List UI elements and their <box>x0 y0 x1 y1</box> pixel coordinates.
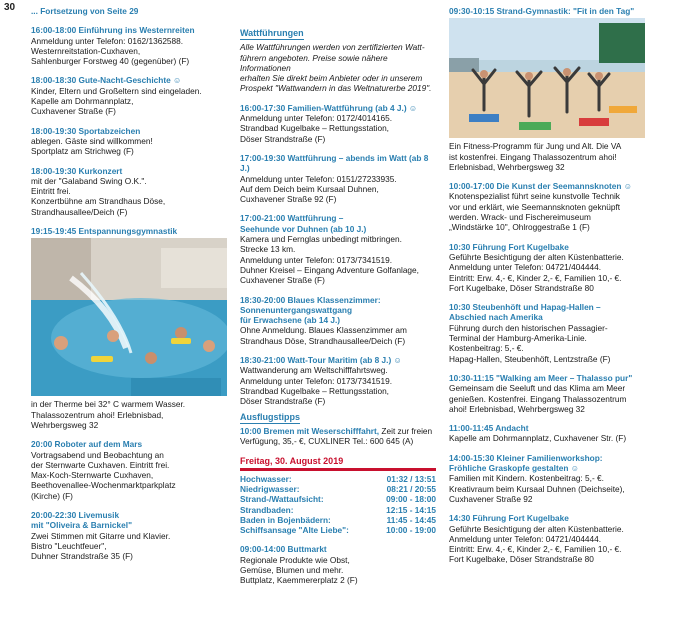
intro-text <box>240 42 436 93</box>
event-title: 18:30-21:00 Watt-Tour Maritim (ab 8 J.) ☺ <box>240 355 402 366</box>
event-line: Ein Fitness-Programm für Jung und Alt. Die VA <box>449 141 622 152</box>
section-heading-wattfuehrungen: Wattführungen <box>240 28 304 40</box>
event-line: Knotenspezialist führt seine kunstvolle Technik <box>449 191 620 202</box>
event-line: Döser Strandstraße (F) <box>240 396 326 407</box>
event-line: Regionale Produkte wie Obst, <box>240 554 350 565</box>
event-line: Beethovenallee-Wochenmarktparkplatz <box>31 480 176 491</box>
event-line: Kreativraum beim Kursaal Duhnen (Deichseite), <box>449 483 625 494</box>
event-title-tail: Zeit zur freien <box>379 425 433 436</box>
event-line: Gemeinsam die Seeluft und das Klima am Meer <box>449 383 626 394</box>
intro-line: erhalten Sie direkt beim Anbieter oder in unserem <box>240 73 423 84</box>
event-title: 09:30-10:15 Strand-Gymnastik: "Fit in den Tag" <box>449 6 635 16</box>
event-entry <box>449 141 645 172</box>
tide-value: 12:15 - 14:15 <box>386 504 436 515</box>
tide-row <box>240 474 436 484</box>
event-line: Geführte Besichtigung der alten Küstenbatterie. <box>449 523 624 534</box>
event-entry <box>449 423 645 444</box>
event-line: Auf dem Deich beim Kursaal Duhnen, <box>240 183 379 194</box>
event-line: Ohne Anmeldung. Blaues Klassenzimmer am <box>240 325 407 336</box>
event-line: Strecke 13 km. <box>240 244 296 255</box>
tide-row <box>240 525 436 535</box>
event-line: Zwei Stimmen mit Gitarre und Klavier. <box>31 530 171 541</box>
event-title: 18:30-20:00 Blaues Klassenzimmer: <box>240 294 381 305</box>
event-line: Geführte Besichtigung der alten Küstenbatterie. <box>449 251 624 262</box>
event-line: Döser Strandstraße (F) <box>240 133 326 144</box>
column-right <box>449 6 645 574</box>
column-left <box>31 6 227 571</box>
event-title: 17:00-19:30 Wattführung – abends im Watt (ab 8 J.) <box>240 152 429 174</box>
tide-table <box>240 474 436 536</box>
event-entry <box>240 103 436 144</box>
tide-value: 11:45 - 14:45 <box>386 514 436 525</box>
event-line: vor und erklärt, wie Seemannsknoten geknüpft <box>449 201 621 212</box>
event-title: 20:00 Roboter auf dem Mars <box>31 439 143 450</box>
event-title: 10:30 Führung Fort Kugelbake <box>449 241 569 252</box>
event-entry <box>449 453 645 504</box>
event-entry <box>449 302 645 364</box>
event-subtitle: für Erwachsene (ab 14 J.) <box>240 315 341 326</box>
pool-illustration <box>31 238 227 396</box>
event-entry <box>240 426 436 447</box>
event-title: 09:00-14:00 Buttmarkt <box>240 544 327 555</box>
event-line: Eintritt frei. <box>31 186 71 197</box>
event-line: Max-Koch-Sternwarte Cuxhaven, <box>31 470 154 481</box>
tide-row <box>240 505 436 515</box>
event-entry <box>240 153 436 204</box>
event-line: ablegen. Gäste sind willkommen! <box>31 135 153 146</box>
event-title: 10:00-17:00 Die Kunst der Seemannsknoten ☺ <box>449 181 633 192</box>
event-title: 10:30-11:15 "Walking am Meer – Thalasso pur" <box>449 372 633 383</box>
tide-value: 08:21 / 20:55 <box>386 483 436 494</box>
event-entry <box>449 181 645 232</box>
event-line: Anmeldung unter Telefon: 04721/404444. <box>449 262 602 273</box>
event-subtitle: Abschied nach Amerika <box>449 312 543 323</box>
event-title: 14:00-15:30 Kleiner Familienworkshop: <box>449 452 603 463</box>
event-line: Thalassozentrum ahoi! Erlebnisbad, <box>31 409 164 420</box>
event-title: 18:00-18:30 Gute-Nacht-Geschichte ☺ <box>31 75 182 86</box>
tide-row <box>240 515 436 525</box>
event-line: genießen. Kostenfrei. Eingang Thalassozentrum <box>449 393 627 404</box>
event-entry <box>31 25 227 66</box>
event-line: Cuxhavener Straße 92 <box>449 493 533 504</box>
photo-thermal-pool <box>31 238 227 396</box>
column-middle <box>240 6 436 595</box>
event-subtitle: Fröhliche Graskopfe gestalten ☺ <box>449 463 580 474</box>
event-line: Anmeldung unter Telefon: 04721/404444. <box>449 533 602 544</box>
tide-row <box>240 494 436 504</box>
event-line: Anmeldung unter Telefon: 0162/1362588. <box>31 35 184 46</box>
event-line: Kapelle am Dohrmannplatz, <box>31 96 134 107</box>
event-line: Führung durch den historischen Passagier- <box>449 322 608 333</box>
event-line: mit der "Galaband Swing O.K.". <box>31 175 147 186</box>
event-line: Wehrbergsweg 32 <box>31 419 99 430</box>
event-entry <box>240 295 436 346</box>
event-entry <box>31 510 227 561</box>
event-title: 20:00-22:30 Livemusik <box>31 510 120 521</box>
event-line: Strandhausallee/Deich (F) <box>31 206 128 217</box>
event-line: Fort Kugelbake, Döser Strandstraße 80 <box>449 554 594 565</box>
tide-label: Hochwasser: <box>240 473 292 484</box>
event-line: Verfügung, 35,- €, CUXLINER Tel.: 600 645 (A) <box>240 436 414 447</box>
event-line: der Sternwarte Cuxhaven. Eintritt frei. <box>31 459 170 470</box>
event-entry <box>449 373 645 414</box>
event-line: Anmeldung unter Telefon: 0151/27233935. <box>240 173 397 184</box>
event-line: Hapag-Hallen, Steubenhöft, Lentzstraße (F) <box>449 353 611 364</box>
event-line: Cuxhavener Straße (F) <box>31 106 116 117</box>
event-entry <box>31 75 227 116</box>
event-entry <box>31 226 227 236</box>
event-line: Anmeldung unter Telefon: 0172/4014165. <box>240 113 393 124</box>
event-entry <box>240 213 436 285</box>
intro-line: Prospekt "Wattwandern in das Weltnaturerbe 2019". <box>240 83 432 94</box>
tide-label: Baden in Bojenbädern: <box>240 514 331 525</box>
event-line: Sahlenburger Forstweg 40 (gegenüber) (F) <box>31 56 190 67</box>
event-entry <box>449 242 645 293</box>
event-line: Kinder, Eltern und Großeltern sind eingeladen. <box>31 85 202 96</box>
event-line: Westernreitstation-Cuxhaven, <box>31 45 141 56</box>
event-line: Erlebnisbad, Wehrbergsweg 32 <box>449 161 565 172</box>
page-number: 30 <box>4 2 16 13</box>
event-line: Anmeldung unter Telefon: 0173/7341519. <box>240 375 393 386</box>
event-title: 18:00-19:30 Sportabzeichen <box>31 125 141 136</box>
event-line: Gemüse, Blumen und mehr. <box>240 565 344 576</box>
event-line: Anmeldung unter Telefon: 0173/7341519. <box>240 254 393 265</box>
event-line: Fort Kugelbake, Döser Strandstraße 80 <box>449 282 594 293</box>
event-line: werden. Wrack- und Fischereimuseum <box>449 212 591 223</box>
event-title: 10:00 Bremen mit Weserschifffahrt, <box>240 425 380 436</box>
event-entry <box>449 513 645 564</box>
event-line: Eintritt: Erw. 4,- €, Kinder 2,- €, Familien 10,- €. <box>449 544 622 555</box>
event-line: Wattwanderung am Weltschifffahrtsweg. <box>240 365 388 376</box>
event-line: Buttplatz, Kaemmererplatz 2 (F) <box>240 575 358 586</box>
event-line: Cuxhavener Straße 92 (F) <box>240 194 337 205</box>
event-line: Sportplatz am Strichweg (F) <box>31 146 134 157</box>
event-line: Kapelle am Dohrmannplatz, Cuxhavener Str. (F) <box>449 433 627 444</box>
event-subtitle: Sonnenuntergangswattgang <box>240 304 353 315</box>
event-entry <box>240 544 436 585</box>
event-line: Vortragsabend und Beobachtung an <box>31 449 164 460</box>
event-title: 11:00-11:45 Andacht <box>449 423 529 434</box>
event-title: 16:00-17:30 Familien-Wattführung (ab 4 J.) ☺ <box>240 102 418 113</box>
tide-row <box>240 484 436 494</box>
event-line: Strandbad Kugelbake – Rettungsstation, <box>240 385 389 396</box>
event-line: Cuxhavener Straße (F) <box>240 275 325 286</box>
event-line: „Windstärke 10", Ohlroggestraße 1 (F) <box>449 222 590 233</box>
tide-value: 09:00 - 18:00 <box>386 494 436 505</box>
tide-label: Strandbaden: <box>240 504 294 515</box>
tide-label: Strand-/Wattaufsicht: <box>240 494 324 505</box>
photo-beach-gymnastics <box>449 18 645 138</box>
event-line: Strandhaus Döse, Strandhausallee/Deich (F) <box>240 335 406 346</box>
event-title: 14:30 Führung Fort Kugelbake <box>449 513 569 524</box>
event-line: ist kostenfrei. Eingang Thalassozentrum ahoi! <box>449 151 617 162</box>
event-entry <box>31 166 227 217</box>
event-line: ahoi! Erlebnisbad, Wehrbergsweg 32 <box>449 403 585 414</box>
event-title: 17:00-21:00 Wattführung – <box>240 213 344 224</box>
event-line: Konzertbühne am Strandhaus Döse, <box>31 196 166 207</box>
event-line: Duhner Kreisel – Eingang Adventure Golfanlage, <box>240 264 419 275</box>
beach-illustration <box>449 18 645 138</box>
intro-line: führern angeboten. Preise sowie nähere Informationen <box>240 52 388 73</box>
event-entry <box>240 355 436 406</box>
event-entry <box>31 439 227 501</box>
event-title: ... Fortsetzung von Seite 29 <box>31 6 139 16</box>
event-line: Bistro "Leuchtfeuer", <box>31 540 107 551</box>
event-title: 19:15-19:45 Entspannungsgymnastik <box>31 226 178 237</box>
date-heading: Freitag, 30. August 2019 <box>240 456 436 470</box>
section-heading-ausflugstipps: Ausflugstipps <box>240 412 300 424</box>
tide-value: 10:00 - 19:00 <box>386 525 436 536</box>
event-line: Kostenbeitrag: 5,- €. <box>449 343 524 354</box>
event-line: Duhner Strandstraße 35 (F) <box>31 551 133 562</box>
event-line: Strandbad Kugelbake – Rettungsstation, <box>240 123 389 134</box>
event-line: Terminal der Hamburg-Amerika-Linie. <box>449 333 587 344</box>
event-subtitle: Seehunde vor Duhnen (ab 10 J.) <box>240 223 367 234</box>
event-title: 18:00-19:30 Kurkonzert <box>31 165 123 176</box>
event-line: Familien mit Kindern. Kostenbeitrag: 5,- €. <box>449 473 604 484</box>
event-title: 16:00-18:00 Einführung ins Westernreiten <box>31 25 195 36</box>
event-line: Kamera und Fernglas unbedingt mitbringen. <box>240 234 402 245</box>
event-entry <box>31 126 227 157</box>
tide-label: Niedrigwasser: <box>240 483 300 494</box>
event-line: in der Therme bei 32° C warmem Wasser. <box>31 399 186 410</box>
tide-value: 01:32 / 13:51 <box>386 473 436 484</box>
event-subtitle: mit "Oliveira & Barnickel" <box>31 520 133 531</box>
event-entry <box>31 399 227 430</box>
tide-label: Schiffsansage "Alte Liebe": <box>240 525 349 536</box>
intro-line: Alle Wattführungen werden von zertifizierten Watt- <box>240 42 425 53</box>
event-line: Eintritt: Erw. 4,- €, Kinder 2,- €, Familien 10,- €. <box>449 272 622 283</box>
event-entry <box>31 6 227 16</box>
event-title: 10:30 Steubenhöft und Hapag-Hallen – <box>449 302 601 313</box>
event-line: (Kirche) (F) <box>31 490 73 501</box>
